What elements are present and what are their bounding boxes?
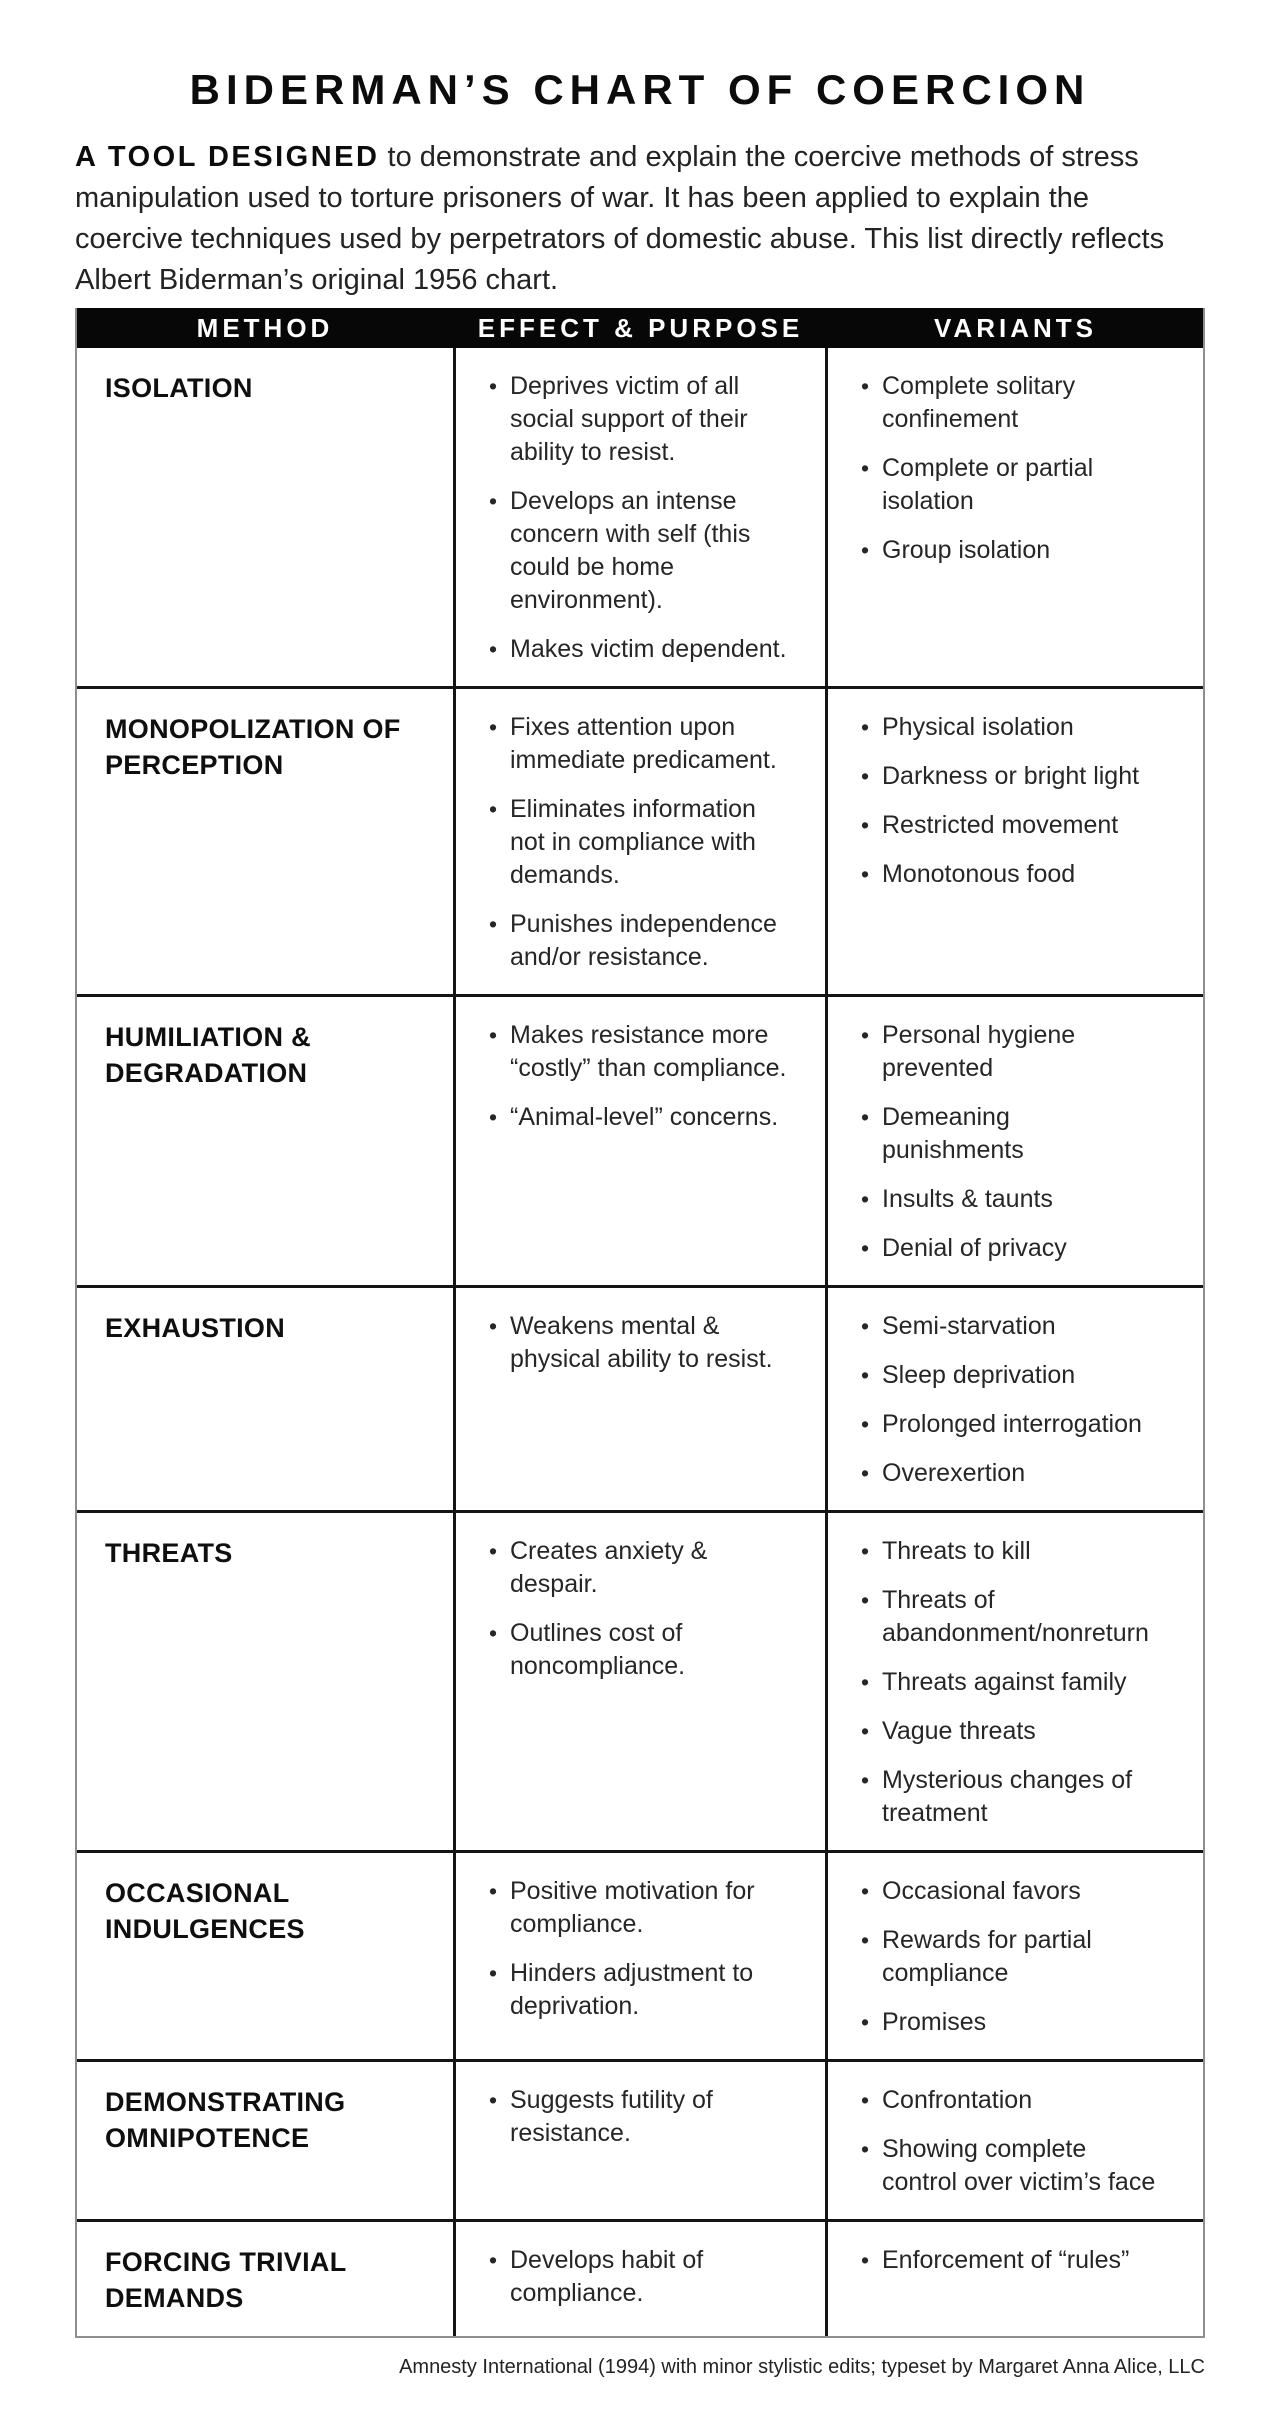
column-header-effect: EFFECT & PURPOSE [477,312,804,343]
effects-cell [453,689,828,994]
variants-cell [828,1288,1203,1510]
effect-item: • Punishes independence and/or resistance. [486,908,797,974]
table-row [77,348,1203,686]
effect-item: • Makes victim dependent. [486,633,797,666]
variant-item: • Rewards for partial compliance [858,1924,1158,1990]
variant-item: • Threats to kill [858,1535,1158,1568]
variants-cell [828,1853,1203,2059]
table-row [77,1285,1203,1510]
variant-item: • Semi-starvation [858,1310,1158,1343]
table-row [77,994,1203,1285]
variants-cell [828,348,1203,686]
effects-cell [453,1853,828,2059]
variant-item: • Promises [858,2006,1158,2039]
variant-item: • Monotonous food [858,858,1158,891]
variant-item: • Physical isolation [858,711,1158,744]
effect-item: • Makes resistance more “costly” than compliance. [486,1019,797,1085]
column-header-variants: VARIANTS [934,312,1097,343]
effect-item: • “Animal-level” concerns. [486,1101,797,1134]
effects-cell [453,2062,828,2219]
variant-item: • Group isolation [858,534,1158,567]
table-row [77,1510,1203,1850]
table-header-bar [77,308,1203,348]
effect-item: • Weakens mental & physical ability to resist. [486,1310,797,1376]
method-cell: FORCING TRIVIAL DEMANDS [105,2247,347,2313]
coercion-table [75,308,1205,2338]
variant-item: • Denial of privacy [858,1232,1158,1265]
table-row [77,686,1203,994]
variants-cell [828,2062,1203,2219]
page-title: BIDERMAN’S CHART OF COERCION [189,66,1091,113]
method-cell: DEMONSTRATING OMNIPOTENCE [105,2087,346,2153]
variant-item: • Demeaning punishments [858,1101,1158,1167]
intro-text: to demonstrate and explain the coercive methods of stress manipulation used to torture prisoners of war. It has been applied to explain the coercive techniques used by perpetrators of domestic abuse. This list directly reflects Albert Biderman’s original 1956 chart. [75,141,1165,296]
method-cell: THREATS [105,1538,233,1568]
variants-cell [828,2222,1203,2336]
variant-item: • Complete or partial isolation [858,452,1158,518]
table-row [77,2059,1203,2219]
effect-item: • Outlines cost of noncompliance. [486,1617,797,1683]
variant-item: • Darkness or bright light [858,760,1158,793]
effect-item: • Deprives victim of all social support of their ability to resist. [486,370,797,469]
effect-item: • Creates anxiety & despair. [486,1535,797,1601]
effect-item: • Positive motivation for compliance. [486,1875,797,1941]
variant-item: • Showing complete control over victim’s face [858,2133,1158,2199]
variant-item: • Enforcement of “rules” [858,2244,1158,2277]
effects-cell [453,2222,828,2336]
variant-item: • Confrontation [858,2084,1158,2117]
method-cell: ISOLATION [105,373,253,403]
variant-item: • Insults & taunts [858,1183,1158,1216]
effects-cell [453,1513,828,1850]
effects-cell [453,348,828,686]
variants-cell [828,1513,1203,1850]
variant-item: • Sleep deprivation [858,1359,1158,1392]
effect-item: • Develops habit of compliance. [486,2244,797,2310]
intro-paragraph [75,137,1205,301]
method-cell: MONOPOLIZATION OF PERCEPTION [105,714,401,780]
table-row [77,2219,1203,2336]
intro-lead: A TOOL DESIGNED [75,141,380,173]
effects-cell [453,1288,828,1510]
effect-item: • Suggests futility of resistance. [486,2084,797,2150]
variant-item: • Restricted movement [858,809,1158,842]
effect-item: • Eliminates information not in compliance with demands. [486,793,797,892]
variant-item: • Complete solitary confinement [858,370,1158,436]
table-body [77,348,1203,2336]
effect-item: • Develops an intense concern with self (this could be home environment). [486,485,797,617]
column-header-method: METHOD [196,312,334,343]
variant-item: • Threats against family [858,1666,1158,1699]
table-row [77,1850,1203,2059]
variants-cell [828,997,1203,1285]
variant-item: • Vague threats [858,1715,1158,1748]
variant-item: • Mysterious changes of treatment [858,1764,1158,1830]
variant-item: • Personal hygiene prevented [858,1019,1158,1085]
variant-item: • Prolonged interrogation [858,1408,1158,1441]
method-cell: HUMILIATION & DEGRADATION [105,1022,311,1088]
effect-item: • Fixes attention upon immediate predicament. [486,711,797,777]
variant-item: • Threats of abandonment/nonreturn [858,1584,1158,1650]
variant-item: • Overexertion [858,1457,1158,1490]
effect-item: • Hinders adjustment to deprivation. [486,1957,797,2023]
method-cell: EXHAUSTION [105,1313,286,1343]
variants-cell [828,689,1203,994]
effects-cell [453,997,828,1285]
method-cell: OCCASIONAL INDULGENCES [105,1878,305,1944]
variant-item: • Occasional favors [858,1875,1158,1908]
source-credit: Amnesty International (1994) with minor stylistic edits; typeset by Margaret Anna Alice, LLC [399,2356,1205,2378]
